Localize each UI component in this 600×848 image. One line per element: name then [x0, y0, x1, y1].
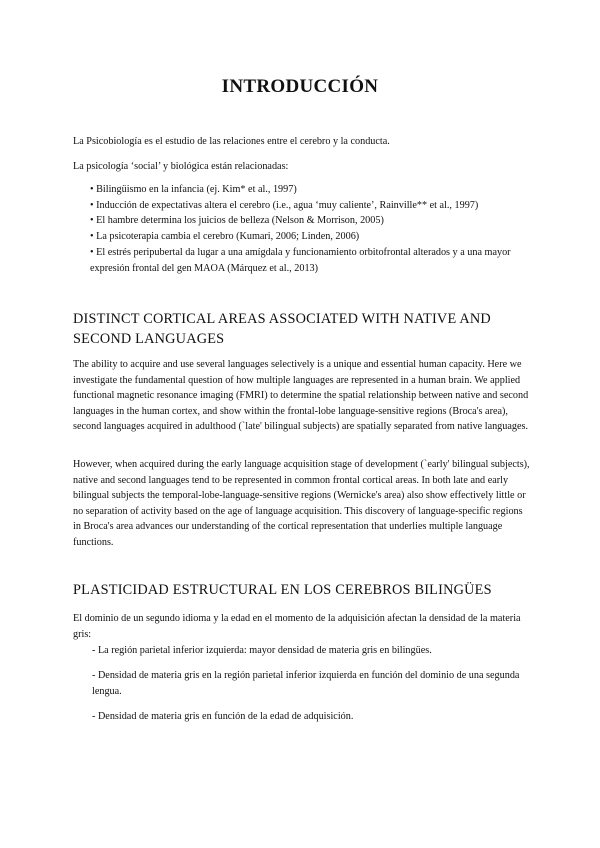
intro-paragraph-2: La psicología ‘social’ y biológica están relacionadas:	[73, 161, 289, 172]
intro-paragraph-1: La Psicobiología es el estudio de las relaciones entre el cerebro y la conducta.	[73, 136, 390, 147]
page-title: INTRODUCCIÓN	[221, 76, 379, 97]
list-item: • El hambre determina los juicios de belleza (Nelson & Morrison, 2005)	[90, 213, 535, 229]
list-item: - Densidad de materia gris en función de la edad de adquisición.	[92, 711, 354, 722]
list-item: • Inducción de expectativas altera el cerebro (i.e., agua ‘muy caliente’, Rainville** et al., 1997)	[90, 198, 535, 214]
section3-paragraph-1: El dominio de un segundo idioma y la edad en el momento de la adquisición afectan la densidad de la materia gris:	[73, 613, 521, 640]
section-heading-plasticity: PLASTICIDAD ESTRUCTURAL EN LOS CEREBROS BILINGÜES	[73, 582, 492, 598]
section-heading-cortical-areas: DISTINCT CORTICAL AREAS ASSOCIATED WITH NATIVE AND SECOND LANGUAGES	[73, 311, 491, 347]
section2-paragraph-1: The ability to acquire and use several languages selectively is a unique and essential human capacity. Here we investigate the fundamental question of how multiple languages are represented in a human brain. We applied functional magnetic resonance imaging (FMRI) to determine the spatial relationship between native and second languages in the human cortex, and show within the frontal-lobe language-sensitive regions (Broca's area), second languages acquired in adulthood (`late' bilingual subjects) are spatially separated from native languages.	[73, 359, 529, 432]
list-item: - La región parietal inferior izquierda: mayor densidad de materia gris en bilingües.	[92, 645, 432, 656]
intro-bullet-list	[90, 182, 535, 276]
list-item: • El estrés peripubertal da lugar a una amígdala y funcionamiento orbitofrontal alterados y a una mayor expresión frontal del gen MAOA (Márquez et al., 2013)	[90, 245, 535, 276]
list-item: • Bilingüismo en la infancia (ej. Kim* et al., 1997)	[90, 182, 535, 198]
section2-paragraph-2: However, when acquired during the early language acquisition stage of development (`early' bilingual subjects), native and second languages tend to be represented in common frontal cortical areas. In both late and early bilingual subjects the temporal-lobe-language-sensitive regions (Wernicke's area) also show effectively little or no separation of activity based on the age of language acquisition. This discovery of language-specific regions in Broca's area advances our understanding of the cortical representation that underlies multiple language functions.	[73, 459, 530, 548]
list-item: - Densidad de materia gris en la región parietal inferior izquierda en función del dominio de una segunda lengua.	[92, 670, 520, 697]
list-item: • La psicoterapia cambia el cerebro (Kumari, 2006; Linden, 2006)	[90, 229, 535, 245]
